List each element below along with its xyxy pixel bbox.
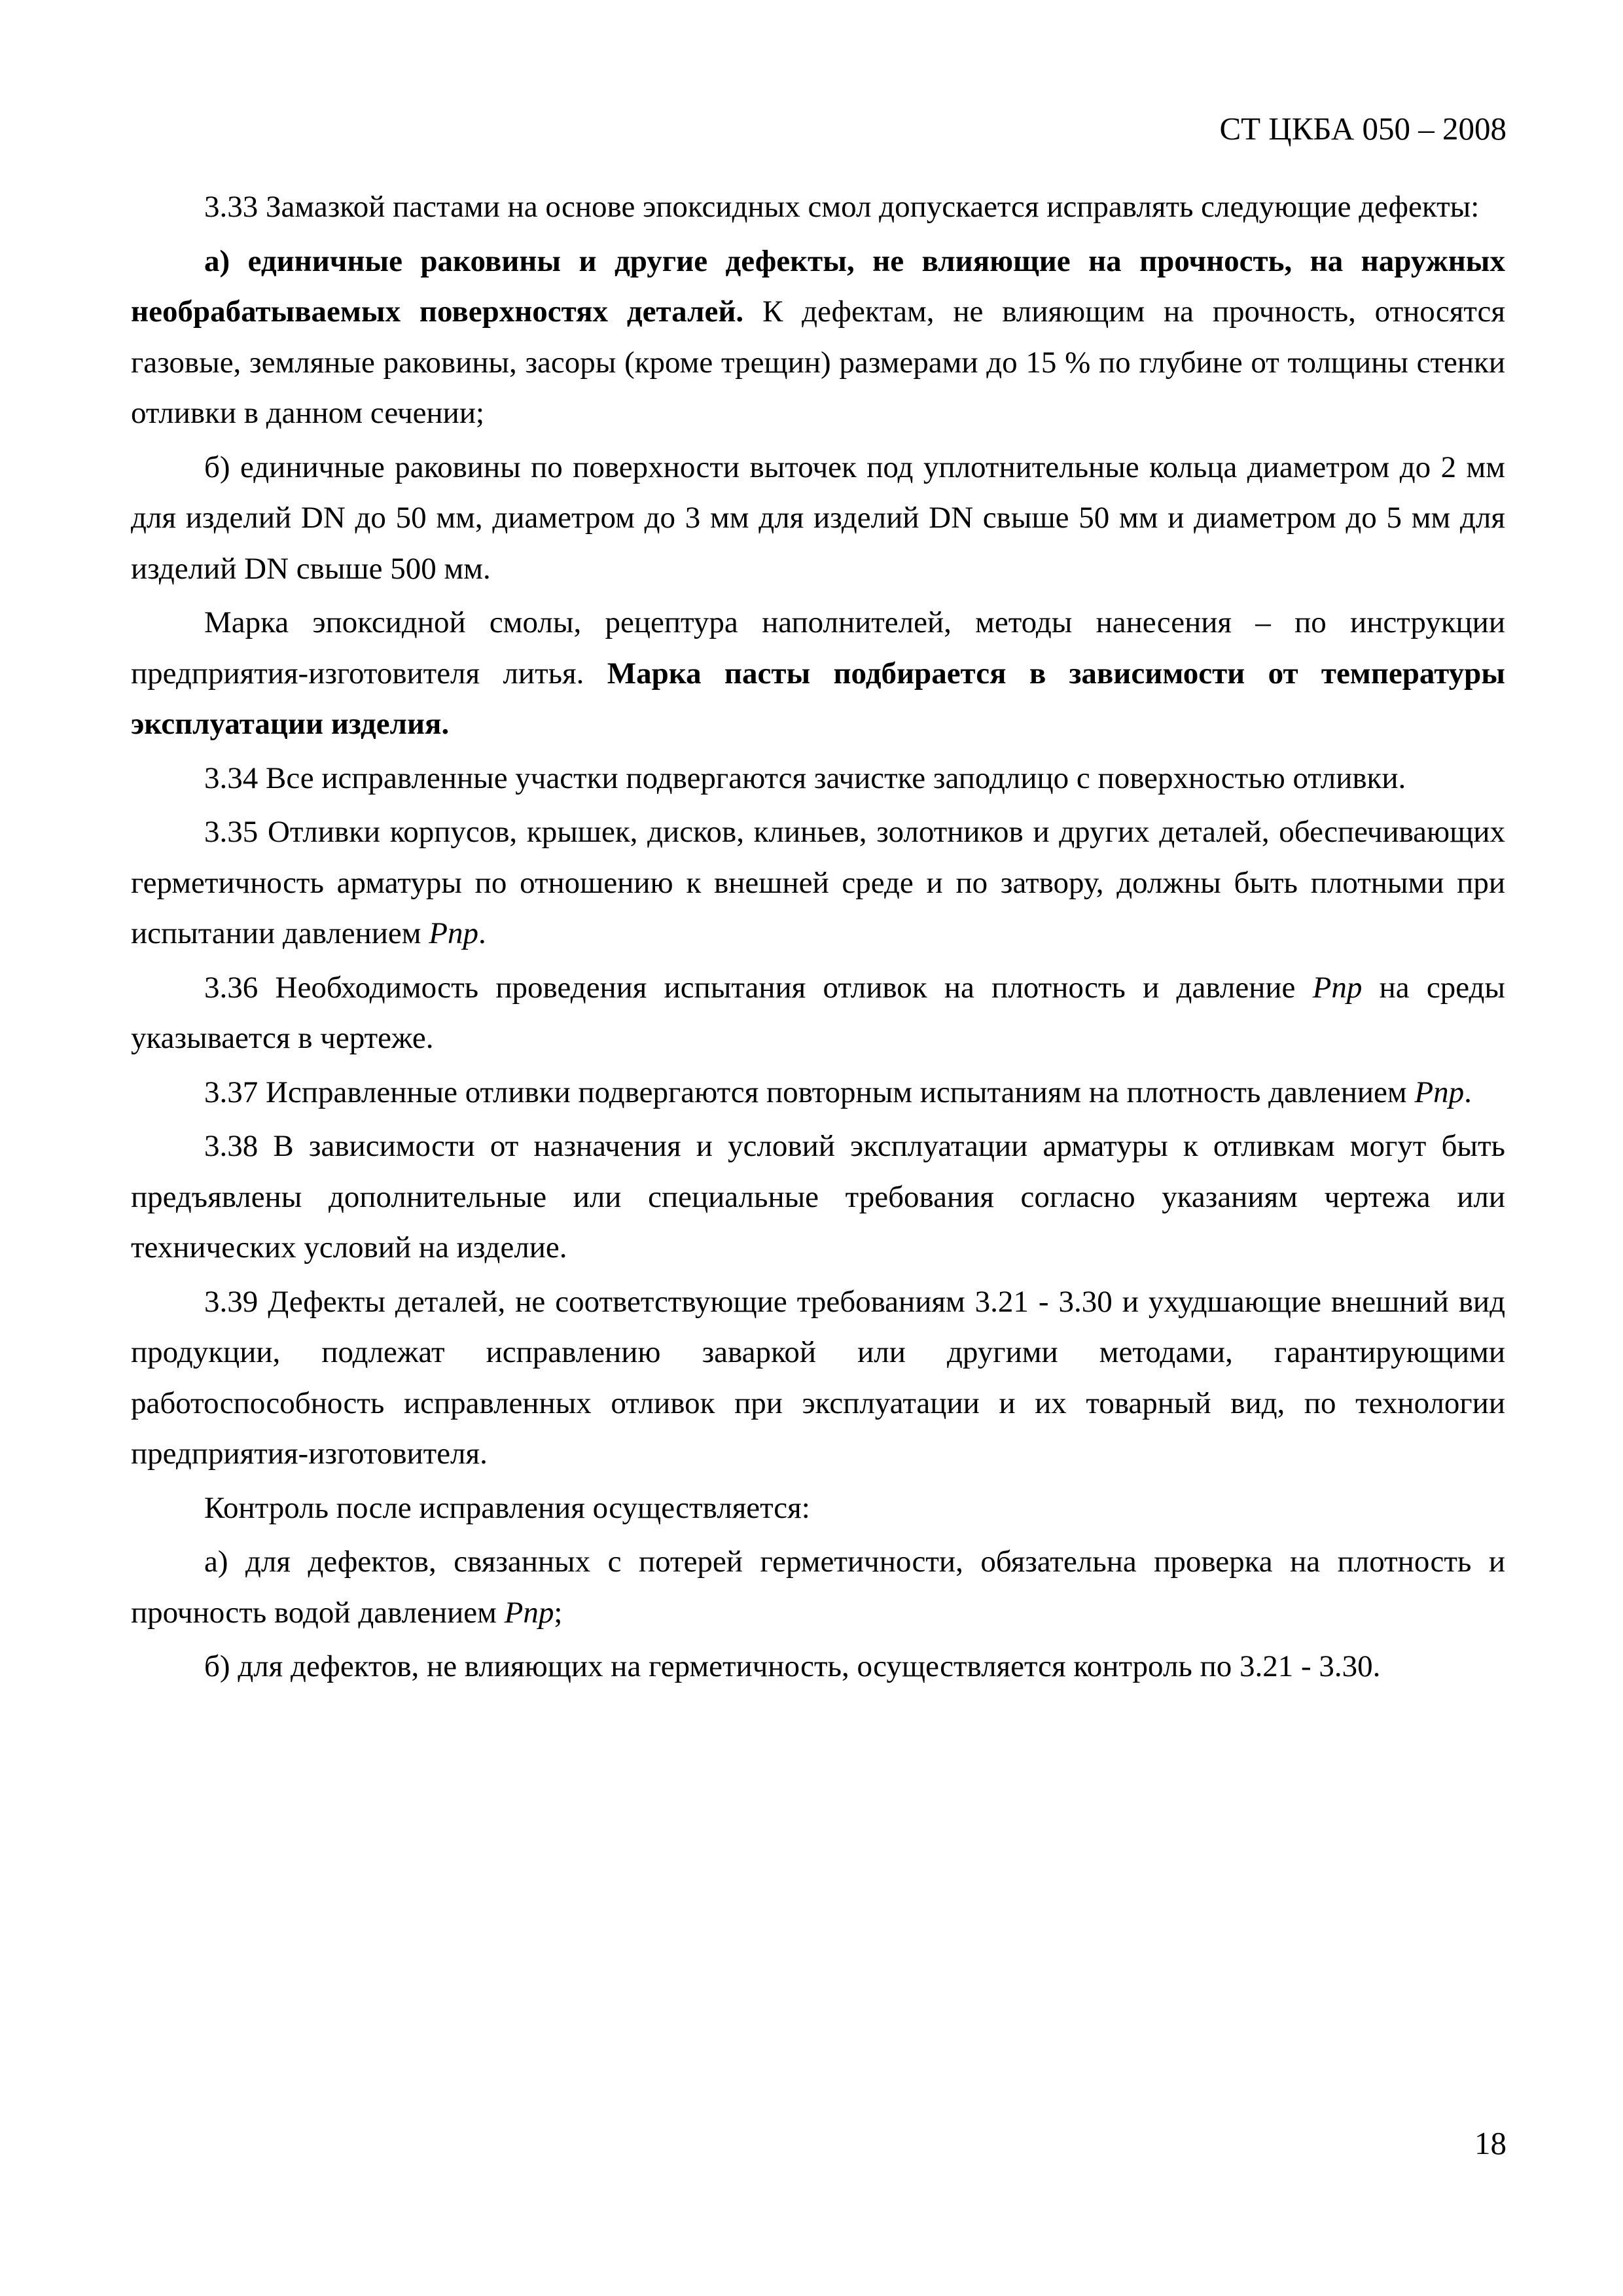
paragraph-3-33-a: а) единичные раковины и другие дефекты, не влияющие на прочность, на наружных необрабатываемых поверхностях деталей. К дефектам, не влияющим на прочность, относятся газовые, земляные раковины, засоры (кроме трещин) размерами до 15 % по глубине от толщины стенки отливки в данном сечении; <box>131 243 1506 430</box>
document-body <box>131 182 1505 1696</box>
paragraph-epoxy-brand: Марка эпоксидной смолы, рецептура наполнителей, методы нанесения – по инструкции предприятия-изготовителя литья. Марка пасты подбирается в зависимости от температуры эксплуатации изделия. <box>131 605 1505 741</box>
paragraph-3-33-b: б) единичные раковины по поверхности выточек под уплотнительные кольца диаметром до 2 мм для изделий DN до 50 мм, диаметром до 3 мм для изделий DN свыше 50 мм и диаметром до 5 мм для изделий DN свыше 500 мм. <box>131 450 1505 586</box>
paragraph-3-38: 3.38 В зависимости от назначения и условий эксплуатации арматуры к отливкам могут быть предъявлены дополнительные или специальные требования согласно указаниям чертежа или технических условий на изделие. <box>131 1129 1505 1265</box>
italic-symbol: Pпр <box>1414 1075 1465 1109</box>
page-number: 18 <box>1474 2125 1507 2161</box>
paragraph-3-34: 3.34 Все исправленные участки подвергаются зачистке заподлицо с поверхностью отливки. <box>204 761 1406 795</box>
paragraph-control-a: а) для дефектов, связанных с потерей герметичности, обязательна проверка на плотность и прочность водой давлением Pпр; <box>131 1545 1505 1630</box>
bold-text: Марка пасты подбирается в зависимости от температуры эксплуатации изделия. <box>131 656 1505 741</box>
paragraph-3-37: 3.37 Исправленные отливки подвергаются повторным испытаниям на плотность давлением Pпр. <box>204 1075 1472 1109</box>
paragraph-3-39: 3.39 Дефекты деталей, не соответствующие требованиям 3.21 - 3.30 и ухудшающие внешний вид продукции, подлежат исправлению заваркой или другими методами, гарантирующими работоспособность исправленных отливок при эксплуатации и их товарный вид, по технологии предприятия-изготовителя. <box>131 1284 1505 1471</box>
paragraph-3-33: 3.33 Замазкой пастами на основе эпоксидных смол допускается исправлять следующие дефекты: <box>204 190 1480 224</box>
paragraph-3-35: 3.35 Отливки корпусов, крышек, дисков, клиньев, золотников и других деталей, обеспечивающих герметичность арматуры по отношению к внешней среде и по затвору, должны быть плотными при испытании давлением Pпр. <box>131 815 1505 950</box>
italic-symbol: Pпр <box>504 1595 554 1630</box>
paragraph-control: Контроль после исправления осуществляется: <box>204 1490 810 1525</box>
italic-symbol: Pпр <box>1312 970 1363 1005</box>
paragraph-3-36: 3.36 Необходимость проведения испытания отливок на плотность и давление Pпр на среды указывается в чертеже. <box>131 970 1505 1055</box>
document-header: СТ ЦКБА 050 – 2008 <box>1219 111 1507 147</box>
bold-text: а) единичные раковины и другие дефекты, не влияющие на прочность, на наружных необрабатываемых поверхностях деталей. <box>131 243 1505 329</box>
italic-symbol: Pпр <box>429 916 478 950</box>
paragraph-control-b: б) для дефектов, не влияющих на герметичность, осуществляется контроль по 3.21 - 3.30. <box>204 1649 1381 1683</box>
